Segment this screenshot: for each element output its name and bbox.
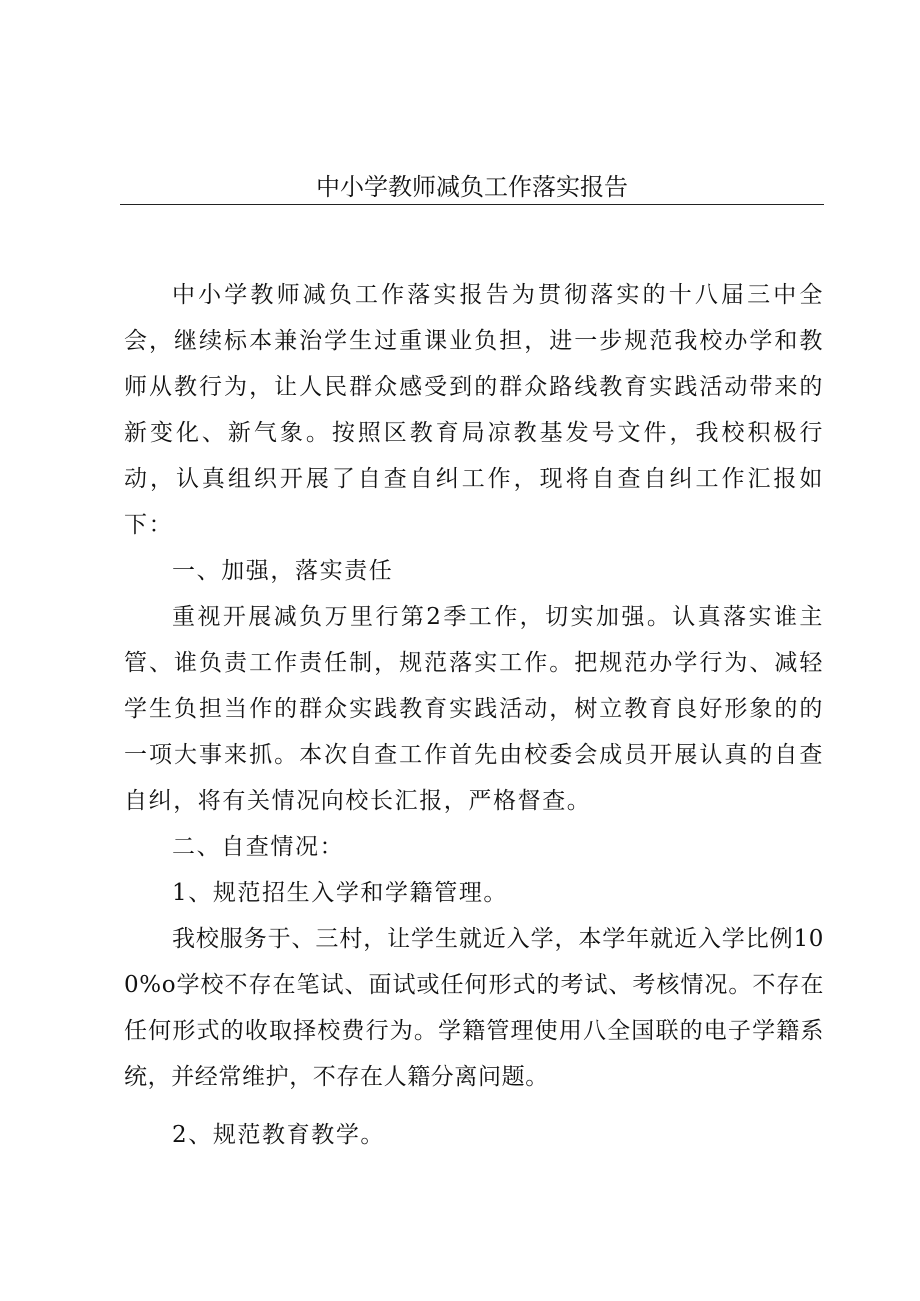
- page-title: 中小学教师减负工作落实报告: [316, 173, 628, 201]
- responsibility-paragraph: 重视开展减负万里行第2季工作，切实加强。认真落实谁主管、谁负责工作责任制，规范落实工作。把规范办学行为、减轻学生负担当作的群众实践教育实践活动，树立教育良好形象的的一项大事来抓。本次自查工作首先由校委会成员开展认真的自查自纠，将有关情况向校长汇报，严格督查。: [124, 604, 824, 814]
- section-heading-2: 二、自查情况：: [172, 834, 345, 860]
- subheading-enrollment: 1、规范招生入学和学籍管理。: [172, 880, 509, 906]
- intro-paragraph: 中小学教师减负工作落实报告为贯彻落实的十八届三中全会，继续标本兼治学生过重课业负担，进一步规范我校办学和教师从教行为，让人民群众感受到的群众路线教育实践活动带来的新变化、新气象。按照区教育局凉教基发号文件，我校积极行动，认真组织开展了自查自纠工作，现将自查自纠工作汇报如下：: [124, 282, 824, 538]
- document-body: [124, 272, 824, 1158]
- subheading-teaching: 2、规范教育教学。: [172, 1122, 386, 1148]
- enrollment-paragraph: 我校服务于、三村，让学生就近入学，本学年就近入学比例100%o学校不存在笔试、面试或任何形式的考试、考核情况。不存在任何形式的收取择校费行为。学籍管理使用八全国联的电子学籍系统，并经常维护，不存在人籍分离问题。: [124, 926, 824, 1090]
- section-heading-1: 一、加强，落实责任: [172, 558, 394, 584]
- paragraph-gap: [124, 1100, 824, 1112]
- title-underline: [120, 204, 824, 205]
